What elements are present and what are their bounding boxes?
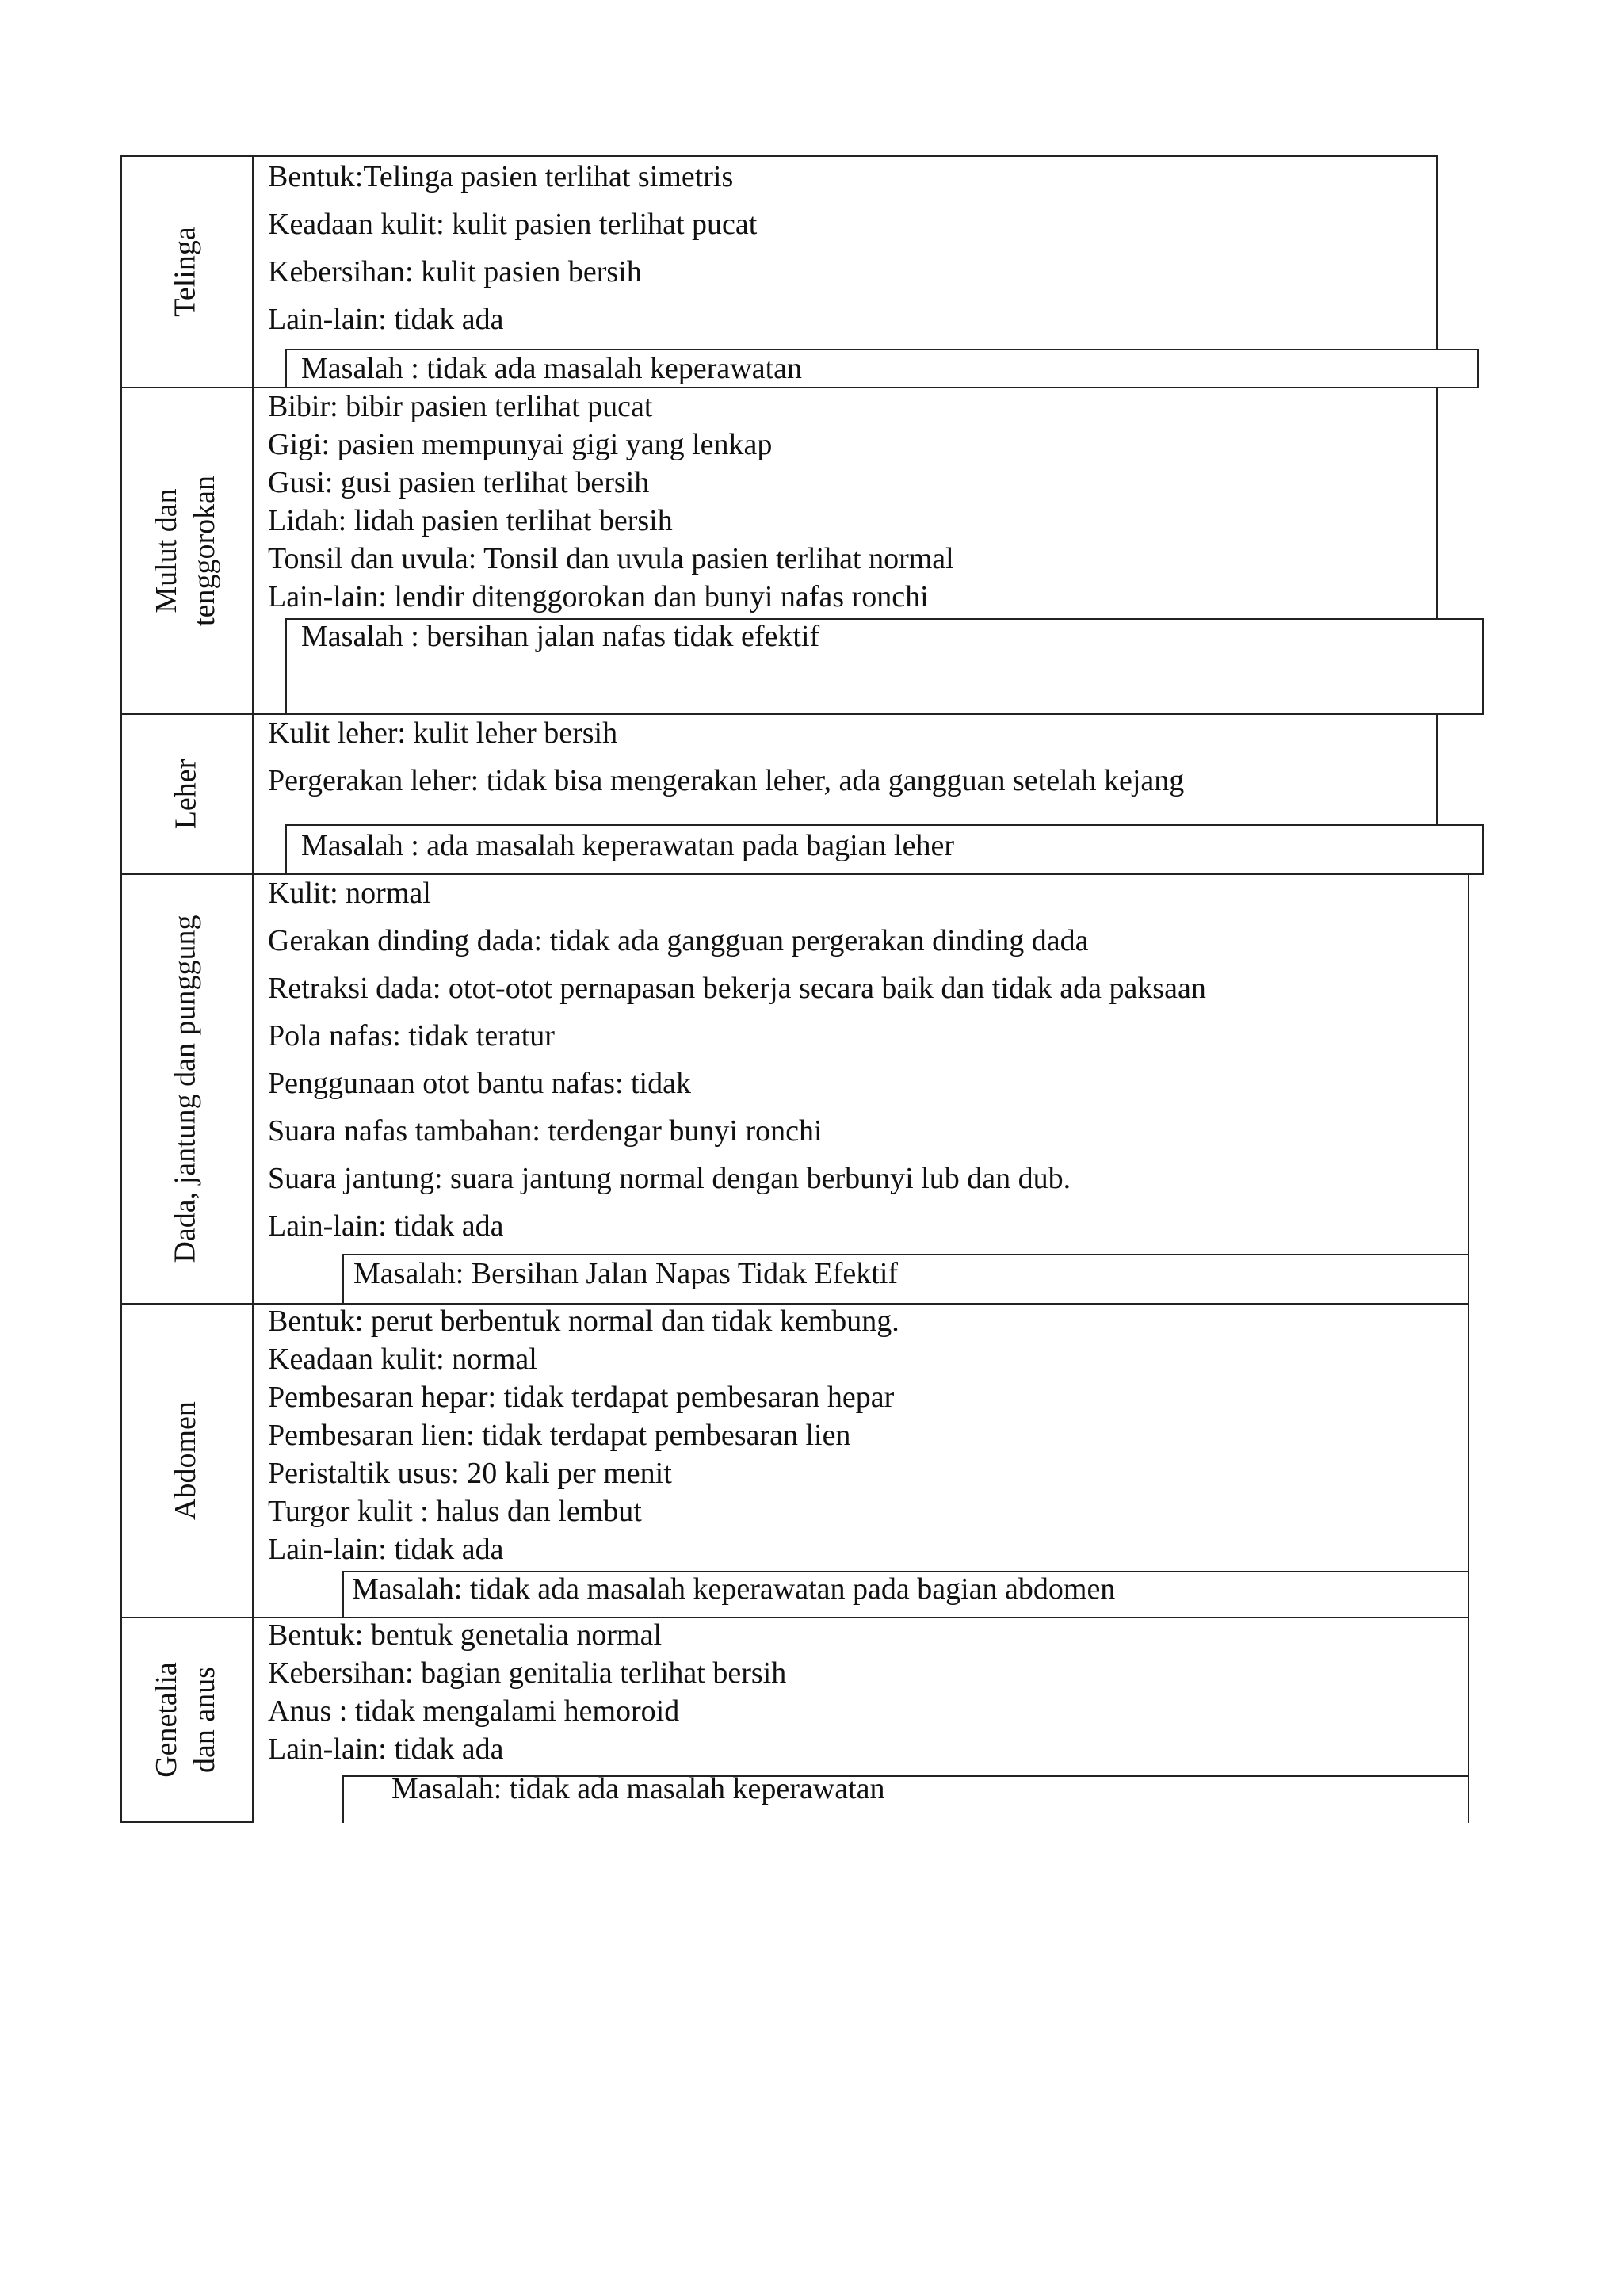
finding-line: Suara jantung: suara jantung normal dengan berbunyi lub dan dub. bbox=[268, 1162, 1071, 1195]
section-label-leher bbox=[122, 715, 249, 873]
finding-line: Bentuk: bentuk genetalia normal bbox=[268, 1618, 663, 1652]
problem-box-left-dada bbox=[342, 1254, 344, 1303]
label-column-divider bbox=[252, 155, 254, 1823]
finding-line: Turgor kulit : halus dan lembut bbox=[268, 1495, 642, 1528]
section-label-mulut-tenggorokan bbox=[122, 388, 249, 713]
problem-box-left-leher bbox=[285, 824, 287, 875]
finding-line: Retraksi dada: otot-otot pernapasan bekerja secara baik dan tidak ada paksaan bbox=[268, 972, 1206, 1005]
problem-box-top-leher bbox=[285, 824, 1484, 826]
finding-line: Penggunaan otot bantu nafas: tidak bbox=[268, 1067, 691, 1100]
section-label-abdomen bbox=[122, 1305, 249, 1617]
finding-line: Suara nafas tambahan: terdengar bunyi ronchi bbox=[268, 1114, 823, 1148]
finding-line: Gerakan dinding dada: tidak ada gangguan pergerakan dinding dada bbox=[268, 924, 1089, 957]
finding-line: Lain-lain: tidak ada bbox=[268, 1533, 504, 1566]
right-border-mulut bbox=[1436, 388, 1438, 618]
problem-box-left-mulut bbox=[285, 618, 287, 715]
finding-line: Lain-lain: tidak ada bbox=[268, 1733, 504, 1766]
finding-line: Anus : tidak mengalami hemoroid bbox=[268, 1694, 680, 1728]
finding-line: Pembesaran lien: tidak terdapat pembesaran lien bbox=[268, 1419, 851, 1452]
problem-box-right-leher bbox=[1482, 824, 1484, 875]
finding-line: Gusi: gusi pasien terlihat bersih bbox=[268, 466, 650, 499]
problem-box-left-abdomen bbox=[342, 1571, 344, 1617]
finding-line: Gigi: pasien mempunyai gigi yang lenkap bbox=[268, 428, 773, 461]
finding-line: Bentuk:Telinga pasien terlihat simetris bbox=[268, 160, 734, 193]
finding-line: Lain-lain: lendir ditenggorokan dan bunyi nafas ronchi bbox=[268, 580, 929, 613]
table-top-border bbox=[120, 155, 1438, 157]
problem-box-top-dada bbox=[342, 1254, 1469, 1255]
problem-text: Masalah: tidak ada masalah keperawatan pada bagian abdomen bbox=[352, 1572, 1116, 1606]
section-label-telinga bbox=[122, 157, 249, 387]
finding-line: Keadaan kulit: kulit pasien terlihat pucat bbox=[268, 208, 758, 241]
section-label-text-group bbox=[147, 1662, 223, 1778]
separator-leher-dada bbox=[120, 873, 1484, 875]
section-label-text-group bbox=[147, 476, 223, 626]
problem-text: Masalah : ada masalah keperawatan pada bagian leher bbox=[301, 829, 954, 862]
finding-line: Bentuk: perut berbentuk normal dan tidak kembung. bbox=[268, 1305, 899, 1338]
problem-text: Masalah : tidak ada masalah keperawatan bbox=[301, 352, 802, 385]
problem-text: Masalah: Bersihan Jalan Napas Tidak Efektif bbox=[353, 1257, 899, 1290]
problem-box-right-telinga bbox=[1477, 349, 1479, 388]
finding-line: Lain-lain: tidak ada bbox=[268, 303, 504, 336]
finding-line: Peristaltik usus: 20 kali per menit bbox=[268, 1457, 672, 1490]
problem-box-top-telinga bbox=[285, 349, 1479, 350]
separator-mulut-leher bbox=[120, 713, 1484, 715]
section-label-text: Abdomen bbox=[169, 1401, 202, 1520]
section-label-text: dan anus bbox=[188, 1666, 221, 1774]
finding-line: Lain-lain: tidak ada bbox=[268, 1209, 504, 1243]
problem-box-left-genetalia bbox=[342, 1775, 344, 1823]
finding-line: Kulit leher: kulit leher bersih bbox=[268, 716, 618, 750]
section-label-text: Genetalia bbox=[150, 1662, 183, 1778]
section-label-text: Leher bbox=[168, 758, 202, 830]
section-label-dada-jantung-punggung bbox=[122, 875, 249, 1303]
finding-line: Lidah: lidah pasien terlihat bersih bbox=[268, 504, 673, 537]
problem-text: Masalah : bersihan jalan nafas tidak efektif bbox=[301, 620, 820, 653]
finding-line: Kebersihan: bagian genitalia terlihat bersih bbox=[268, 1656, 787, 1690]
problem-text: Masalah: tidak ada masalah keperawatan bbox=[391, 1772, 885, 1805]
finding-line: Kulit: normal bbox=[268, 877, 431, 910]
section-label-text: Telinga bbox=[169, 227, 202, 317]
table-bottom-border bbox=[120, 1821, 254, 1823]
finding-line: Bibir: bibir pasien terlihat pucat bbox=[268, 390, 653, 423]
separator-telinga-mulut bbox=[120, 387, 1479, 388]
finding-line: Pergerakan leher: tidak bisa mengerakan leher, ada gangguan setelah kejang bbox=[268, 764, 1185, 797]
problem-box-right-mulut bbox=[1482, 618, 1484, 715]
section-label-genetalia-anus bbox=[122, 1618, 249, 1821]
finding-line: Keadaan kulit: normal bbox=[268, 1343, 537, 1376]
right-border-dada bbox=[1468, 875, 1469, 1823]
section-label-text: Mulut dan bbox=[150, 488, 184, 613]
finding-line: Kebersihan: kulit pasien bersih bbox=[268, 255, 642, 288]
section-label-text: Dada, jantung dan punggung bbox=[169, 915, 202, 1263]
section-label-text: tenggorokan bbox=[188, 476, 222, 626]
finding-line: Tonsil dan uvula: Tonsil dan uvula pasien terlihat normal bbox=[268, 542, 954, 575]
finding-line: Pola nafas: tidak teratur bbox=[268, 1019, 555, 1052]
finding-line: Pembesaran hepar: tidak terdapat pembesaran hepar bbox=[268, 1381, 895, 1414]
problem-box-left-telinga bbox=[285, 349, 287, 388]
right-border-telinga bbox=[1436, 155, 1438, 349]
right-border-leher bbox=[1436, 715, 1438, 824]
